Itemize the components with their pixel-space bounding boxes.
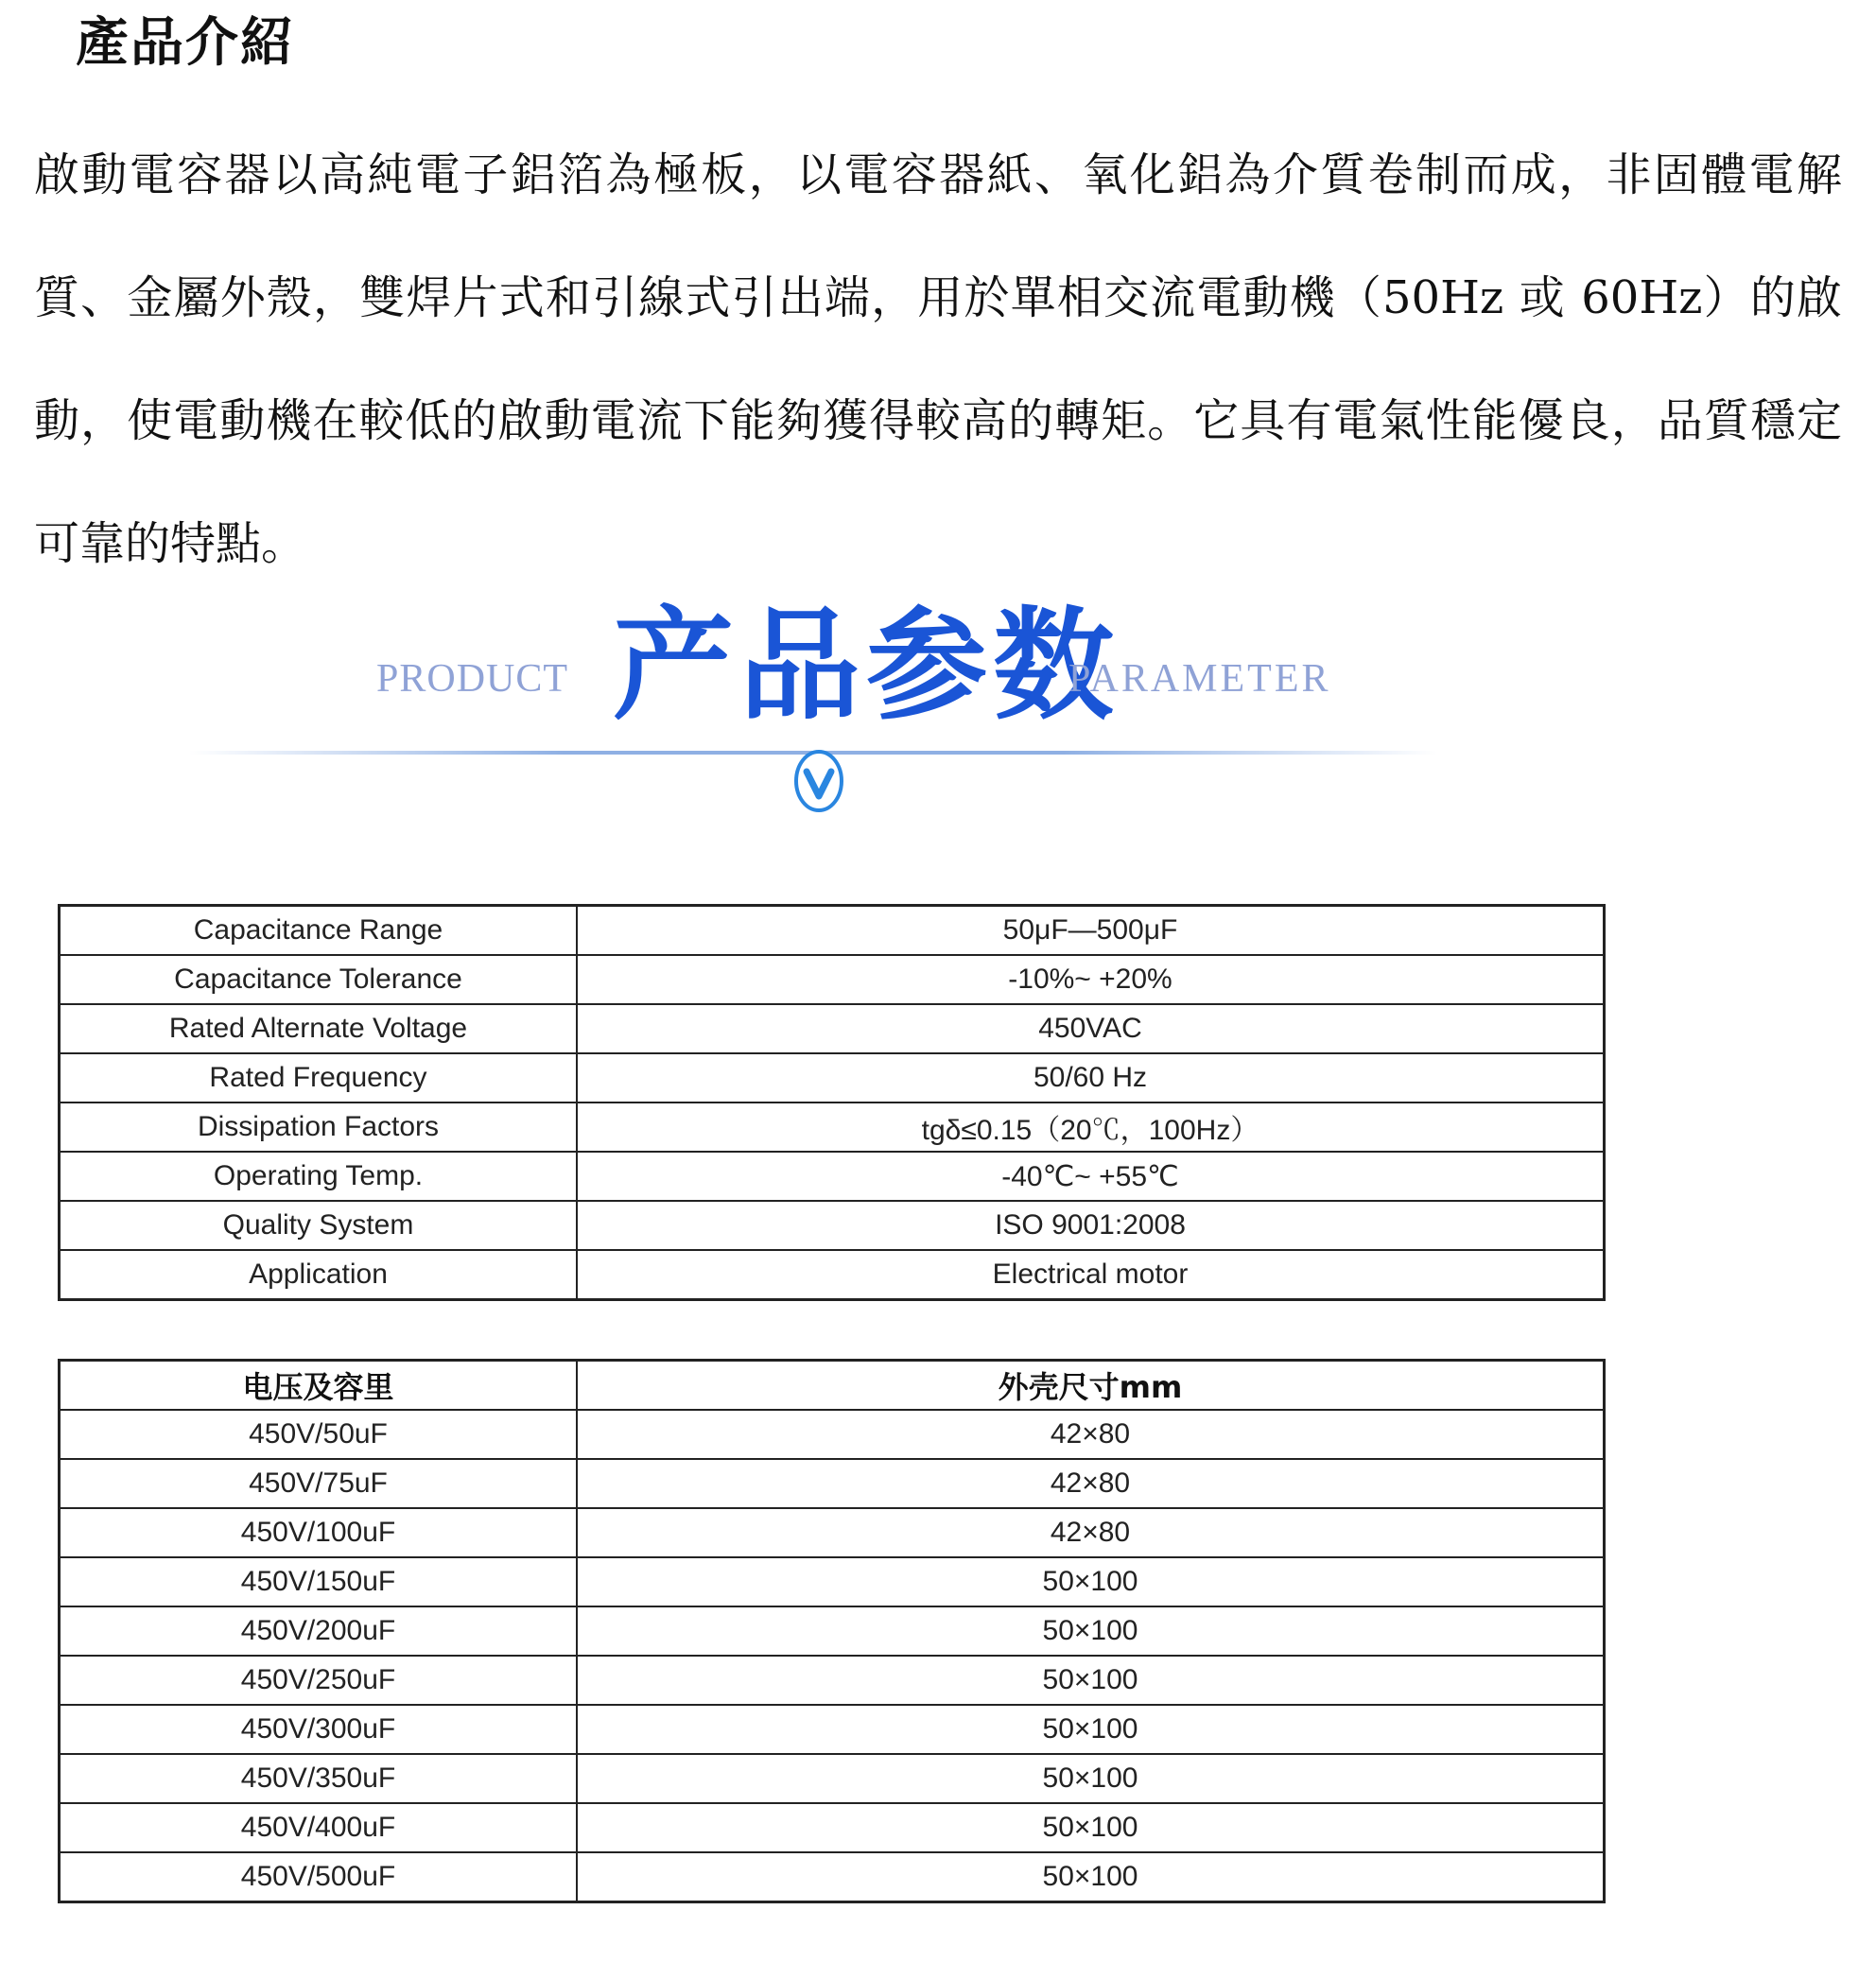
table-row: [60, 1705, 1605, 1754]
size-dimensions: 50×100: [577, 1705, 1605, 1754]
size-voltage-capacity: 450V/50uF: [60, 1410, 578, 1459]
table-row: [60, 906, 1605, 956]
size-dimensions: 50×100: [577, 1557, 1605, 1606]
parameter-value: 450VAC: [577, 1004, 1605, 1053]
parameter-banner: [0, 596, 1876, 842]
parameter-value: tgδ≤0.15（20℃，100Hz）: [577, 1103, 1605, 1152]
page-title: 產品介紹: [76, 12, 295, 74]
size-dimensions: 42×80: [577, 1459, 1605, 1508]
table-row: [60, 1606, 1605, 1656]
parameter-label: Dissipation Factors: [60, 1103, 578, 1152]
size-voltage-capacity: 450V/250uF: [60, 1656, 578, 1705]
size-dimensions: 50×100: [577, 1803, 1605, 1852]
table-row: [60, 1004, 1605, 1053]
parameter-label: Operating Temp.: [60, 1152, 578, 1201]
parameter-value: 50/60 Hz: [577, 1053, 1605, 1103]
parameter-value: 50μF—500μF: [577, 906, 1605, 956]
sizes-header-dimensions: 外壳尺寸mm: [577, 1361, 1605, 1411]
size-voltage-capacity: 450V/500uF: [60, 1852, 578, 1902]
table-row: [60, 1053, 1605, 1103]
table-row: [60, 1250, 1605, 1300]
table-row: [60, 955, 1605, 1004]
table-row: [60, 1152, 1605, 1201]
size-dimensions: 50×100: [577, 1656, 1605, 1705]
size-voltage-capacity: 450V/400uF: [60, 1803, 578, 1852]
size-voltage-capacity: 450V/150uF: [60, 1557, 578, 1606]
parameter-value: -10%~ +20%: [577, 955, 1605, 1004]
parameter-value: Electrical motor: [577, 1250, 1605, 1300]
table-row: [60, 1656, 1605, 1705]
parameter-label: Capacitance Range: [60, 906, 578, 956]
size-voltage-capacity: 450V/75uF: [60, 1459, 578, 1508]
table-row: [60, 1557, 1605, 1606]
size-dimensions: 50×100: [577, 1606, 1605, 1656]
table-row: [60, 1410, 1605, 1459]
size-voltage-capacity: 450V/100uF: [60, 1508, 578, 1557]
banner-left-label: PRODUCT: [376, 657, 569, 701]
size-dimensions: 42×80: [577, 1508, 1605, 1557]
table-row: [60, 1201, 1605, 1250]
sizes-header-voltage: 电压及容里: [60, 1361, 578, 1411]
chevron-down-circle-icon: [792, 747, 845, 815]
sizes-header-row: [60, 1361, 1605, 1411]
table-row: [60, 1459, 1605, 1508]
parameter-value: ISO 9001:2008: [577, 1201, 1605, 1250]
banner-right-label: PARAMETER: [1068, 657, 1331, 701]
parameter-label: Application: [60, 1250, 578, 1300]
table-row: [60, 1852, 1605, 1902]
parameter-label: Capacitance Tolerance: [60, 955, 578, 1004]
table-row: [60, 1508, 1605, 1557]
size-dimensions: 42×80: [577, 1410, 1605, 1459]
size-voltage-capacity: 450V/300uF: [60, 1705, 578, 1754]
size-voltage-capacity: 450V/350uF: [60, 1754, 578, 1803]
parameter-label: Quality System: [60, 1201, 578, 1250]
parameter-label: Rated Frequency: [60, 1053, 578, 1103]
size-voltage-capacity: 450V/200uF: [60, 1606, 578, 1656]
banner-heading: 产品参数: [613, 596, 1120, 737]
parameter-label: Rated Alternate Voltage: [60, 1004, 578, 1053]
parameters-table: [58, 904, 1606, 1301]
parameter-value: -40℃~ +55℃: [577, 1152, 1605, 1201]
size-dimensions: 50×100: [577, 1852, 1605, 1902]
size-dimensions: 50×100: [577, 1754, 1605, 1803]
intro-paragraph: 啟動電容器以高純電子鋁箔為極板，以電容器紙、氧化鋁為介質卷制而成，非固體電解質、金屬外殼，雙焊片式和引線式引出端，用於單相交流電動機（50Hz 或 60Hz）的啟動，使電動機在較低的啟動電流下能夠獲得較高的轉矩。它具有電氣性能優良，品質穩定可靠的特點。: [34, 148, 1842, 570]
sizes-table: [58, 1359, 1606, 1903]
table-row: [60, 1103, 1605, 1152]
table-row: [60, 1803, 1605, 1852]
table-row: [60, 1754, 1605, 1803]
